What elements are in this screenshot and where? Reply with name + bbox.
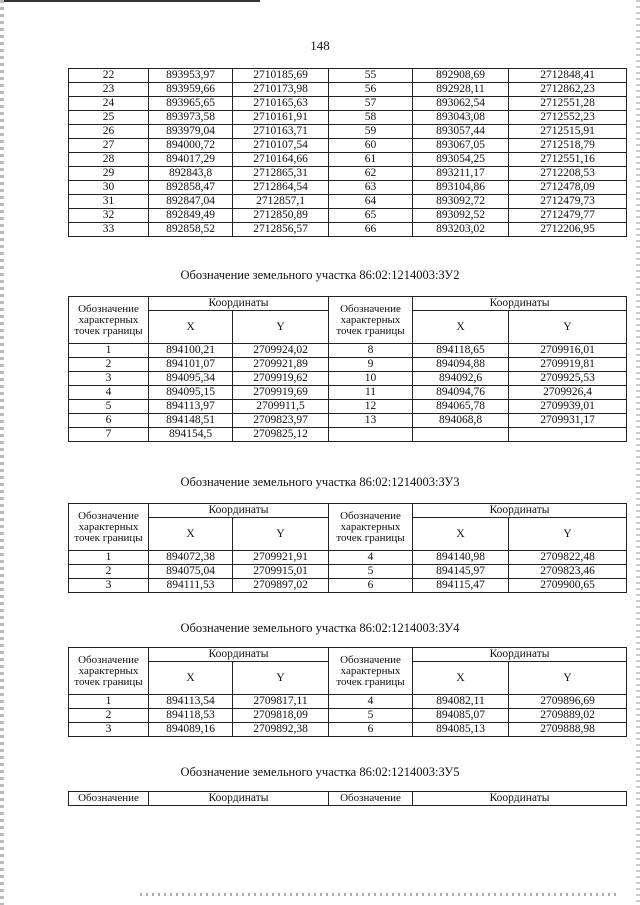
- header-point-label: Обозначение характерных точек границы: [69, 504, 149, 551]
- point-number-cell: 29: [69, 167, 149, 181]
- point-number-cell: 4: [329, 695, 413, 709]
- header-x: X: [149, 662, 233, 695]
- x-coordinate-cell: 894101,07: [149, 358, 233, 372]
- x-coordinate-cell: 894095,15: [149, 386, 233, 400]
- x-coordinate-cell: 893953,97: [149, 69, 233, 83]
- x-coordinate-cell: 892858,47: [149, 181, 233, 195]
- y-coordinate-cell: 2709825,12: [233, 428, 329, 442]
- table-row: [69, 358, 627, 372]
- y-coordinate-cell: 2709921,91: [233, 551, 329, 565]
- y-coordinate-cell: 2712857,1: [233, 195, 329, 209]
- table-row: [69, 69, 627, 83]
- x-coordinate-cell: 892928,11: [413, 83, 509, 97]
- table-row: [69, 579, 627, 593]
- header-row: [69, 504, 627, 518]
- header-point-label: Обозначение характерных точек границы: [69, 297, 149, 344]
- header-x: X: [149, 311, 233, 344]
- point-number-cell: 57: [329, 97, 413, 111]
- point-number-cell: 9: [329, 358, 413, 372]
- header-x: X: [413, 311, 509, 344]
- y-coordinate-cell: 2709892,38: [233, 723, 329, 737]
- x-coordinate-cell: 893092,52: [413, 209, 509, 223]
- y-coordinate-cell: 2709817,11: [233, 695, 329, 709]
- point-number-cell: 26: [69, 125, 149, 139]
- y-coordinate-cell: 2709818,09: [233, 709, 329, 723]
- x-coordinate-cell: 894115,47: [413, 579, 509, 593]
- point-number-cell: 63: [329, 181, 413, 195]
- table-row: [69, 709, 627, 723]
- coordinates-table: [68, 296, 627, 442]
- x-coordinate-cell: 894095,34: [149, 372, 233, 386]
- x-coordinate-cell: 894113,54: [149, 695, 233, 709]
- coordinates-table: [68, 503, 627, 593]
- x-coordinate-cell: 893043,08: [413, 111, 509, 125]
- y-coordinate-cell: 2712551,28: [509, 97, 627, 111]
- x-coordinate-cell: 894094,88: [413, 358, 509, 372]
- point-number-cell: 31: [69, 195, 149, 209]
- y-coordinate-cell: 2712856,57: [233, 223, 329, 237]
- x-coordinate-cell: 893092,72: [413, 195, 509, 209]
- table-row: [69, 83, 627, 97]
- header-y: Y: [509, 311, 627, 344]
- y-coordinate-cell: 2709921,89: [233, 358, 329, 372]
- y-coordinate-cell: 2709822,48: [509, 551, 627, 565]
- point-number-cell: 5: [329, 709, 413, 723]
- table-caption: Обозначение земельного участка 86:02:1214003:ЗУ2: [180, 268, 460, 282]
- header-y: Y: [509, 662, 627, 695]
- point-number-cell: 4: [329, 551, 413, 565]
- x-coordinate-cell: 894111,53: [149, 579, 233, 593]
- header-point-label: Обозначение характерных точек границы: [69, 648, 149, 695]
- point-number-cell: 10: [329, 372, 413, 386]
- table-row: [69, 209, 627, 223]
- point-number-cell: 7: [69, 428, 149, 442]
- header-coords: Координаты: [149, 648, 329, 662]
- point-number-cell: 1: [69, 695, 149, 709]
- point-number-cell: 23: [69, 83, 149, 97]
- table-caption: Обозначение земельного участка 86:02:1214003:ЗУ4: [180, 621, 460, 635]
- y-coordinate-cell: 2712864,54: [233, 181, 329, 195]
- x-coordinate-cell: 893979,04: [149, 125, 233, 139]
- point-number-cell: 61: [329, 153, 413, 167]
- x-coordinate-cell: 894085,13: [413, 723, 509, 737]
- table-row: [69, 139, 627, 153]
- point-number-cell: 27: [69, 139, 149, 153]
- y-coordinate-cell: 2710185,69: [233, 69, 329, 83]
- point-number-cell: 33: [69, 223, 149, 237]
- point-number-cell: 32: [69, 209, 149, 223]
- table-row: [69, 97, 627, 111]
- x-coordinate-cell: 894145,97: [413, 565, 509, 579]
- point-number-cell: 25: [69, 111, 149, 125]
- table-row: [69, 414, 627, 428]
- y-coordinate-cell: 2712515,91: [509, 125, 627, 139]
- y-coordinate-cell: 2709896,69: [509, 695, 627, 709]
- x-coordinate-cell: 894000,72: [149, 139, 233, 153]
- y-coordinate-cell: 2709897,02: [233, 579, 329, 593]
- header-point-label: Обозначение характерных точек границы: [329, 504, 413, 551]
- x-coordinate-cell: 893973,58: [149, 111, 233, 125]
- table-row: [69, 195, 627, 209]
- table-row: [69, 111, 627, 125]
- header-coords: Координаты: [149, 792, 329, 806]
- y-coordinate-cell: 2709916,01: [509, 344, 627, 358]
- x-coordinate-cell: 893054,25: [413, 153, 509, 167]
- y-coordinate-cell: 2709926,4: [509, 386, 627, 400]
- coordinates-table: [68, 68, 627, 237]
- point-number-cell: 1: [69, 551, 149, 565]
- x-coordinate-cell: 893203,02: [413, 223, 509, 237]
- y-coordinate-cell: 2709915,01: [233, 565, 329, 579]
- header-y: Y: [509, 518, 627, 551]
- y-coordinate-cell: 2712208,53: [509, 167, 627, 181]
- header-row: [69, 648, 627, 662]
- x-coordinate-cell: 892849,49: [149, 209, 233, 223]
- scan-top-line: [0, 0, 260, 2]
- table-row: [69, 153, 627, 167]
- header-point-label: Обозначение: [329, 792, 413, 806]
- y-coordinate-cell: 2712552,23: [509, 111, 627, 125]
- point-number-cell: 60: [329, 139, 413, 153]
- table-row: [69, 167, 627, 181]
- x-coordinate-cell: 893067,05: [413, 139, 509, 153]
- x-coordinate-cell: 894118,53: [149, 709, 233, 723]
- x-coordinate-cell: 894085,07: [413, 709, 509, 723]
- point-number-cell: 24: [69, 97, 149, 111]
- point-number-cell: 22: [69, 69, 149, 83]
- y-coordinate-cell: 2709939,01: [509, 400, 627, 414]
- point-number-cell: 55: [329, 69, 413, 83]
- header-point-label: Обозначение характерных точек границы: [329, 648, 413, 695]
- header-coords: Координаты: [413, 504, 627, 518]
- header-coords: Координаты: [413, 792, 627, 806]
- table-row: [69, 428, 627, 442]
- y-coordinate-cell: 2712848,41: [509, 69, 627, 83]
- y-coordinate-cell: 2709823,97: [233, 414, 329, 428]
- x-coordinate-cell: 894140,98: [413, 551, 509, 565]
- y-coordinate-cell: 2710163,71: [233, 125, 329, 139]
- point-number-cell: 5: [329, 565, 413, 579]
- x-coordinate-cell: 893104,86: [413, 181, 509, 195]
- x-coordinate-cell: 894089,16: [149, 723, 233, 737]
- y-coordinate-cell: 2709911,5: [233, 400, 329, 414]
- header-y: Y: [233, 518, 329, 551]
- header-coords: Координаты: [413, 297, 627, 311]
- header-x: X: [413, 518, 509, 551]
- point-number-cell: 12: [329, 400, 413, 414]
- point-number-cell: 6: [329, 723, 413, 737]
- table-caption: Обозначение земельного участка 86:02:1214003:ЗУ3: [180, 475, 460, 489]
- header-coords: Координаты: [413, 648, 627, 662]
- x-coordinate-cell: [413, 428, 509, 442]
- x-coordinate-cell: 892847,04: [149, 195, 233, 209]
- y-coordinate-cell: 2709889,02: [509, 709, 627, 723]
- table-row: [69, 372, 627, 386]
- x-coordinate-cell: 892908,69: [413, 69, 509, 83]
- y-coordinate-cell: 2712206,95: [509, 223, 627, 237]
- y-coordinate-cell: 2709931,17: [509, 414, 627, 428]
- header-coords: Координаты: [149, 297, 329, 311]
- point-number-cell: 3: [69, 723, 149, 737]
- point-number-cell: 4: [69, 386, 149, 400]
- x-coordinate-cell: 894094,76: [413, 386, 509, 400]
- header-point-label: Обозначение: [69, 792, 149, 806]
- y-coordinate-cell: 2712518,79: [509, 139, 627, 153]
- y-coordinate-cell: 2709823,46: [509, 565, 627, 579]
- x-coordinate-cell: 892843,8: [149, 167, 233, 181]
- point-number-cell: 3: [69, 372, 149, 386]
- table-row: [69, 386, 627, 400]
- y-coordinate-cell: 2710161,91: [233, 111, 329, 125]
- x-coordinate-cell: 892858,52: [149, 223, 233, 237]
- point-number-cell: [329, 428, 413, 442]
- y-coordinate-cell: 2709925,53: [509, 372, 627, 386]
- point-number-cell: 28: [69, 153, 149, 167]
- y-coordinate-cell: 2709919,69: [233, 386, 329, 400]
- x-coordinate-cell: 894100,21: [149, 344, 233, 358]
- header-y: Y: [233, 662, 329, 695]
- y-coordinate-cell: 2709900,65: [509, 579, 627, 593]
- x-coordinate-cell: 894118,65: [413, 344, 509, 358]
- header-point-label: Обозначение характерных точек границы: [329, 297, 413, 344]
- y-coordinate-cell: 2712865,31: [233, 167, 329, 181]
- y-coordinate-cell: 2710165,63: [233, 97, 329, 111]
- x-coordinate-cell: 894113,97: [149, 400, 233, 414]
- point-number-cell: 2: [69, 709, 149, 723]
- table-row: [69, 565, 627, 579]
- y-coordinate-cell: 2709919,81: [509, 358, 627, 372]
- x-coordinate-cell: 894072,38: [149, 551, 233, 565]
- y-coordinate-cell: 2712479,77: [509, 209, 627, 223]
- coordinates-table: [68, 791, 627, 806]
- point-number-cell: 30: [69, 181, 149, 195]
- header-x: X: [149, 518, 233, 551]
- y-coordinate-cell: 2712479,73: [509, 195, 627, 209]
- header-coords: Координаты: [149, 504, 329, 518]
- point-number-cell: 66: [329, 223, 413, 237]
- y-coordinate-cell: 2709919,62: [233, 372, 329, 386]
- y-coordinate-cell: 2712478,09: [509, 181, 627, 195]
- x-coordinate-cell: 894154,5: [149, 428, 233, 442]
- table-row: [69, 551, 627, 565]
- header-row: [69, 297, 627, 311]
- table-row: [69, 695, 627, 709]
- point-number-cell: 2: [69, 358, 149, 372]
- point-number-cell: 1: [69, 344, 149, 358]
- point-number-cell: 64: [329, 195, 413, 209]
- x-coordinate-cell: 894092,6: [413, 372, 509, 386]
- scan-bottom-noise: [140, 893, 620, 896]
- x-coordinate-cell: 894082,11: [413, 695, 509, 709]
- point-number-cell: 6: [69, 414, 149, 428]
- point-number-cell: 13: [329, 414, 413, 428]
- y-coordinate-cell: 2712551,16: [509, 153, 627, 167]
- point-number-cell: 6: [329, 579, 413, 593]
- coordinates-table: [68, 647, 627, 737]
- point-number-cell: 11: [329, 386, 413, 400]
- point-number-cell: 5: [69, 400, 149, 414]
- header-y: Y: [233, 311, 329, 344]
- header-row: [69, 792, 627, 806]
- point-number-cell: 62: [329, 167, 413, 181]
- table-row: [69, 723, 627, 737]
- y-coordinate-cell: 2712862,23: [509, 83, 627, 97]
- x-coordinate-cell: 894075,04: [149, 565, 233, 579]
- y-coordinate-cell: 2709888,98: [509, 723, 627, 737]
- x-coordinate-cell: 893062,54: [413, 97, 509, 111]
- point-number-cell: 3: [69, 579, 149, 593]
- x-coordinate-cell: 894068,8: [413, 414, 509, 428]
- y-coordinate-cell: 2710173,98: [233, 83, 329, 97]
- point-number-cell: 8: [329, 344, 413, 358]
- table-row: [69, 181, 627, 195]
- x-coordinate-cell: 893057,44: [413, 125, 509, 139]
- x-coordinate-cell: 893965,65: [149, 97, 233, 111]
- point-number-cell: 2: [69, 565, 149, 579]
- y-coordinate-cell: 2709924,02: [233, 344, 329, 358]
- table-row: [69, 125, 627, 139]
- x-coordinate-cell: 894065,78: [413, 400, 509, 414]
- y-coordinate-cell: [509, 428, 627, 442]
- x-coordinate-cell: 894017,29: [149, 153, 233, 167]
- y-coordinate-cell: 2710164,66: [233, 153, 329, 167]
- page-number: 148: [310, 38, 330, 53]
- y-coordinate-cell: 2710107,54: [233, 139, 329, 153]
- table-row: [69, 223, 627, 237]
- table-row: [69, 344, 627, 358]
- point-number-cell: 59: [329, 125, 413, 139]
- header-x: X: [413, 662, 509, 695]
- point-number-cell: 58: [329, 111, 413, 125]
- table-row: [69, 400, 627, 414]
- point-number-cell: 56: [329, 83, 413, 97]
- point-number-cell: 65: [329, 209, 413, 223]
- x-coordinate-cell: 893211,17: [413, 167, 509, 181]
- x-coordinate-cell: 894148,51: [149, 414, 233, 428]
- y-coordinate-cell: 2712850,89: [233, 209, 329, 223]
- x-coordinate-cell: 893959,66: [149, 83, 233, 97]
- table-caption: Обозначение земельного участка 86:02:1214003:ЗУ5: [180, 765, 460, 779]
